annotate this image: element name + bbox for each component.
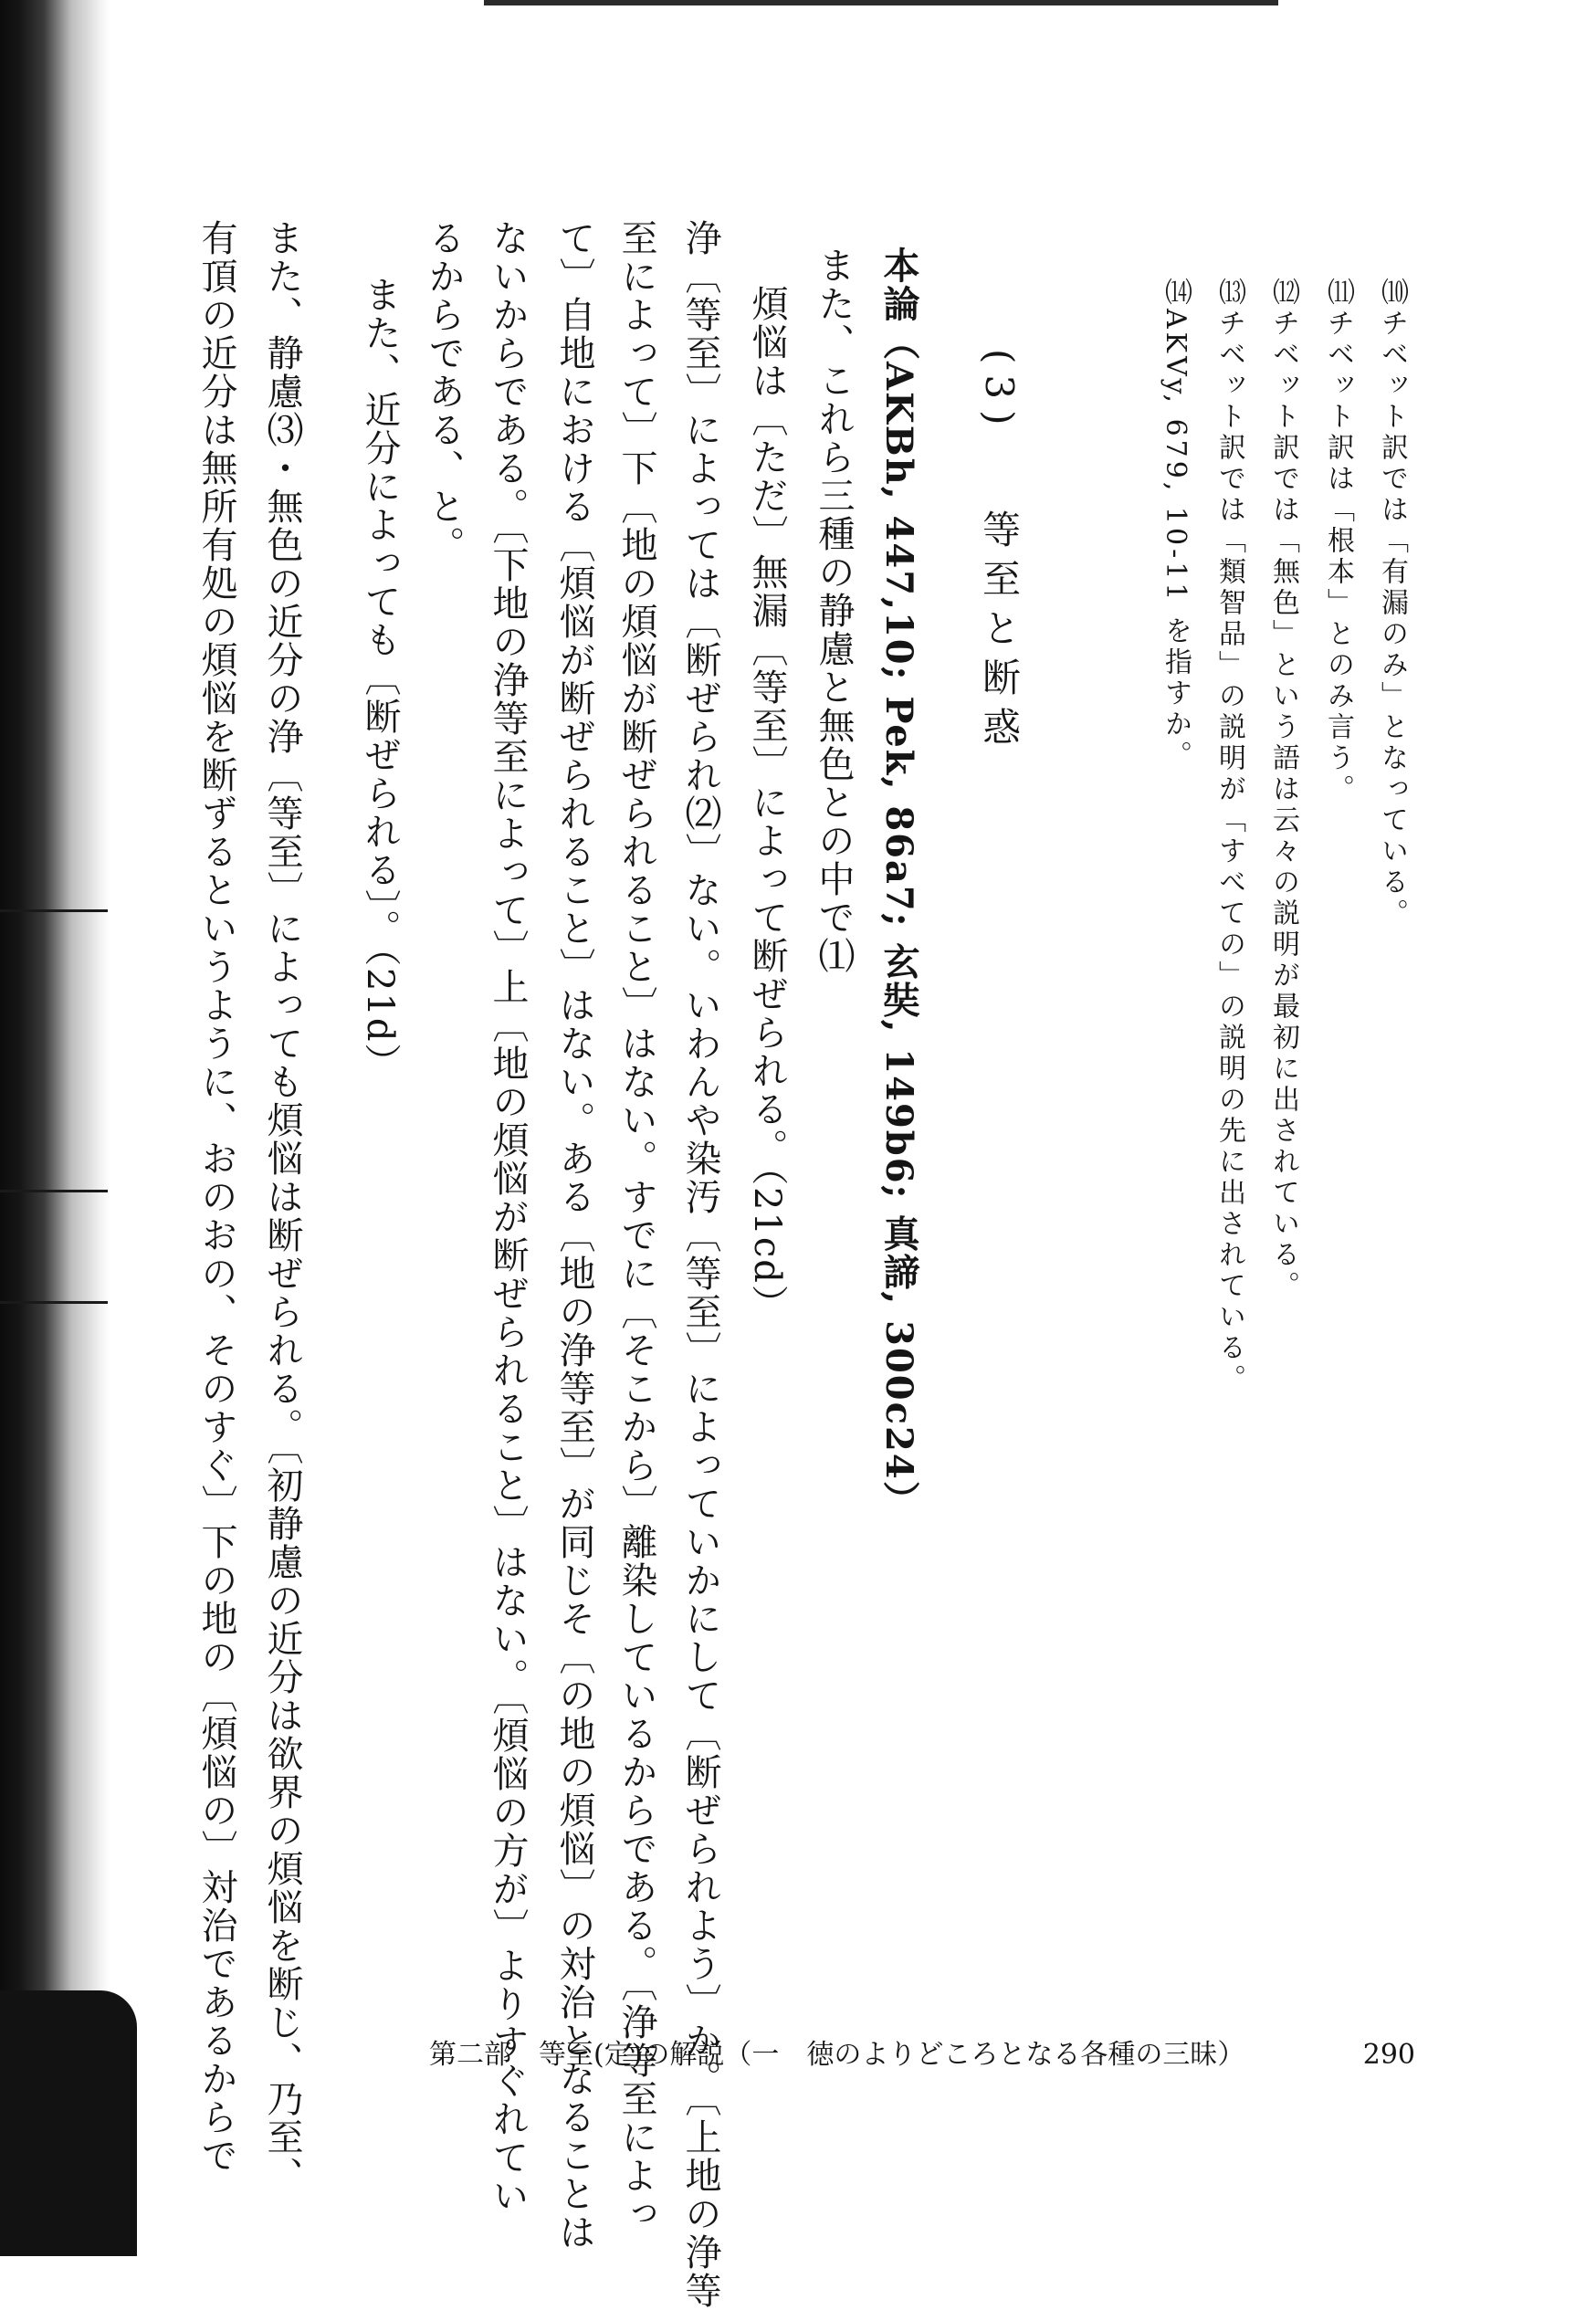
body-line: 至によって〕下〔地の煩悩が断ぜられること〕はない。すでに〔そこから〕離染しているからである。〔浄等至によっ (615, 219, 657, 2233)
body-line: 煩悩は〔ただ〕無漏〔等至〕によって断ぜられる。（21cd） (746, 247, 788, 1323)
note-13: ⒀チベット訳では「類智品」の説明が「すべての」の説明の先に出されている。 (1213, 278, 1245, 1395)
body-line: て〕自地における〔煩悩が断ぜられること〕はない。ある〔地の浄等至〕が同じそ〔の地の煩悩〕の対治となることは (553, 219, 595, 2252)
body-line: また、静慮⑶・無色の近分の浄〔等至〕によっても煩悩は断ぜられる。〔初静慮の近分は欲界の煩悩を断じ、乃至、 (261, 219, 303, 2195)
margin-tick (0, 1190, 108, 1192)
page-number: 290 (1362, 2039, 1415, 2071)
body-line: るからである、と。 (423, 219, 465, 564)
scan-edge-shadow (0, 0, 110, 2256)
margin-tick (0, 1301, 108, 1304)
body-line: ないからである。〔下地の浄等至によって〕上〔地の煩悩が断ぜられること〕はない。〔煩悩の方が〕よりすぐれてい (487, 219, 529, 2215)
margin-tick (0, 909, 108, 912)
section-number: (3) (977, 349, 1022, 436)
body-line: また、これら三種の静慮と無色との中で⑴ (813, 247, 855, 975)
note-12: ⑿チベット訳では「無色」という語は云々の説明が最初に出されている。 (1267, 278, 1299, 1302)
main-label: 本論 (877, 247, 920, 323)
scan-top-rule (484, 0, 1278, 5)
note-11: ⑾チベット訳は「根本」とのみ言う。 (1322, 278, 1354, 805)
running-title: 第二部 等至(定)の解説（一 徳のよりどころとなる各種の三昧） (429, 2039, 1245, 2071)
note-14: ⒁AKVy, 679, 10-11 を指すか。 (1160, 278, 1192, 772)
body-line: 浄〔等至〕によっては〔断ぜられ⑵〕ない。いわんや染汚〔等至〕によっていかにして〔断ぜられよう〕か。〔上地の浄等 (679, 219, 721, 2310)
section-heading (975, 349, 1023, 756)
note-10: ⑽チベット訳では「有漏のみ」となっている。 (1376, 278, 1408, 929)
main-label-line (875, 247, 922, 1519)
main-citation: （AKBh, 447,10; Pek, 86a7; 玄奘, 149b6; 真諦, 300c24） (877, 323, 920, 1519)
running-footer (429, 2032, 1415, 2078)
scan-corner-shadow (0, 1990, 137, 2256)
section-title: 等至と断惑 (977, 509, 1022, 757)
body-line: また、近分によっても〔断ぜられる〕。（21d） (359, 237, 401, 1082)
body-line: 有頂の近分は無所有処の煩悩を断ずるというように、おのおの、そのすぐ〕下の地の〔煩悩の〕対治であるからで (195, 219, 237, 2175)
